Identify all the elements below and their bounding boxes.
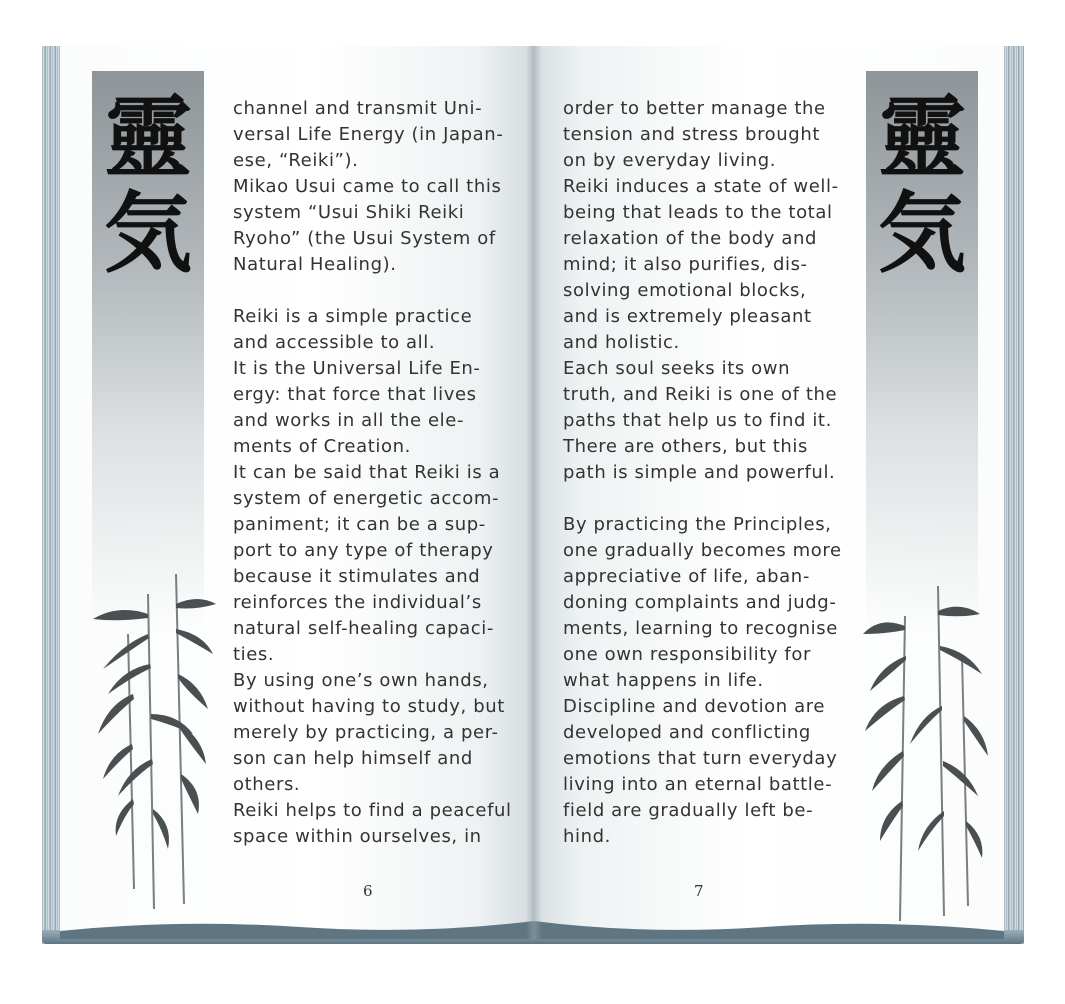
reiki-kanji-right bbox=[866, 85, 978, 285]
page-number-left: 6 bbox=[363, 882, 373, 900]
kanji-ki: 気 bbox=[877, 181, 966, 285]
right-page-text bbox=[563, 96, 853, 850]
text-line: appreciative of life, aban- bbox=[563, 566, 810, 587]
text-line: ergy: that force that lives bbox=[233, 384, 477, 405]
text-line: Discipline and devotion are bbox=[563, 696, 826, 717]
text-line: and accessible to all. bbox=[233, 332, 436, 353]
text-line: It can be said that Reiki is a bbox=[233, 462, 501, 483]
book-spine-gutter bbox=[526, 46, 542, 939]
text-line: reinforces the individual’s bbox=[233, 592, 482, 613]
text-line: It is the Universal Life En- bbox=[233, 358, 481, 379]
text-line: others. bbox=[233, 774, 301, 795]
text-line: Ryoho” (the Usui System of bbox=[233, 228, 496, 249]
text-line: one own responsibility for bbox=[563, 644, 811, 665]
text-line: emotions that turn everyday bbox=[563, 748, 838, 769]
paragraph-break bbox=[233, 278, 523, 304]
text-line: being that leads to the total bbox=[563, 202, 833, 223]
right-page bbox=[534, 46, 1004, 939]
paragraph-break bbox=[563, 486, 853, 512]
text-line: channel and transmit Uni- bbox=[233, 98, 483, 119]
kanji-rei: 靈 bbox=[877, 85, 966, 189]
text-line: Each soul seeks its own bbox=[563, 358, 791, 379]
reiki-kanji-left bbox=[92, 85, 204, 285]
text-line: Natural Healing). bbox=[233, 254, 397, 275]
text-line: son can help himself and bbox=[233, 748, 473, 769]
kanji-band-right bbox=[866, 71, 978, 631]
text-line: ese, “Reiki”). bbox=[233, 150, 359, 171]
text-line: port to any type of therapy bbox=[233, 540, 494, 561]
text-line: because it stimulates and bbox=[233, 566, 481, 587]
text-line: and works in all the ele- bbox=[233, 410, 465, 431]
text-line: system of energetic accom- bbox=[233, 488, 500, 509]
text-line: living into an eternal battle- bbox=[563, 774, 833, 795]
text-line: paniment; it can be a sup- bbox=[233, 514, 486, 535]
text-line: order to better manage the bbox=[563, 98, 826, 119]
text-line: on by everyday living. bbox=[563, 150, 777, 171]
left-page-text bbox=[233, 96, 523, 850]
page-bottom-curl-left bbox=[60, 909, 534, 939]
text-line: Reiki induces a state of well- bbox=[563, 176, 839, 197]
text-line: Reiki is a simple practice bbox=[233, 306, 473, 327]
kanji-ki: 気 bbox=[103, 181, 192, 285]
text-line: ments of Creation. bbox=[233, 436, 411, 457]
text-line: one gradually becomes more bbox=[563, 540, 842, 561]
text-line: Mikao Usui came to call this bbox=[233, 176, 502, 197]
text-line: versal Life Energy (in Japan- bbox=[233, 124, 504, 145]
right-page-stack-edge bbox=[1002, 46, 1024, 944]
bamboo-illustration-icon bbox=[860, 586, 990, 926]
text-line: ties. bbox=[233, 644, 275, 665]
text-line: hind. bbox=[563, 826, 611, 847]
text-line: and is extremely pleasant bbox=[563, 306, 812, 327]
kanji-band-left bbox=[92, 71, 204, 631]
text-line: mind; it also purifies, dis- bbox=[563, 254, 808, 275]
text-line: tension and stress brought bbox=[563, 124, 820, 145]
bamboo-illustration-icon bbox=[88, 574, 218, 914]
page-bottom-curl-right bbox=[534, 909, 1004, 939]
text-line: paths that help us to find it. bbox=[563, 410, 832, 431]
text-line: truth, and Reiki is one of the bbox=[563, 384, 838, 405]
text-line: By practicing the Principles, bbox=[563, 514, 832, 535]
text-line: relaxation of the body and bbox=[563, 228, 818, 249]
kanji-rei: 靈 bbox=[103, 85, 192, 189]
text-line: system “Usui Shiki Reiki bbox=[233, 202, 465, 223]
text-line: natural self-healing capaci- bbox=[233, 618, 495, 639]
text-line: doning complaints and judg- bbox=[563, 592, 837, 613]
text-line: Reiki helps to find a peaceful bbox=[233, 800, 512, 821]
text-line: and holistic. bbox=[563, 332, 680, 353]
text-line: what happens in life. bbox=[563, 670, 764, 691]
text-line: path is simple and powerful. bbox=[563, 462, 836, 483]
text-line: There are others, but this bbox=[563, 436, 808, 457]
text-line: without having to study, but bbox=[233, 696, 505, 717]
page-number-right: 7 bbox=[694, 882, 704, 900]
text-line: merely by practicing, a per- bbox=[233, 722, 499, 743]
text-line: developed and conflicting bbox=[563, 722, 811, 743]
text-line: space within ourselves, in bbox=[233, 826, 482, 847]
text-line: By using one’s own hands, bbox=[233, 670, 489, 691]
text-line: ments, learning to recognise bbox=[563, 618, 838, 639]
text-line: solving emotional blocks, bbox=[563, 280, 807, 301]
left-page bbox=[60, 46, 534, 939]
text-line: field are gradually left be- bbox=[563, 800, 814, 821]
